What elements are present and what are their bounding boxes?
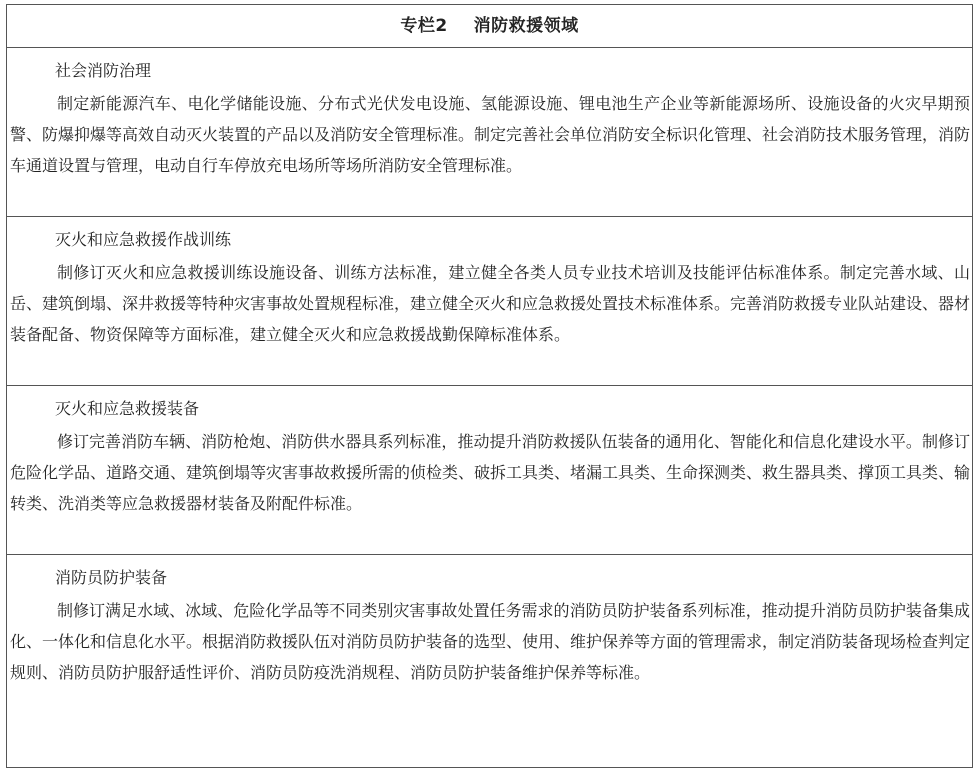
table-header-cell <box>7 5 973 48</box>
section-rescue-equipment <box>7 386 973 555</box>
standards-column-table <box>6 4 973 768</box>
section-title: 社会消防治理 <box>55 61 152 80</box>
table-row <box>7 555 973 768</box>
column-title: 消防救援领域 <box>473 16 579 36</box>
section-title: 灭火和应急救援作战训练 <box>55 230 232 249</box>
table-header-row <box>7 5 973 48</box>
section-body: 修订完善消防车辆、消防枪炮、消防供水器具系列标准，推动提升消防救援队伍装备的通用化、智能化和信息化建设水平。制修订危险化学品、道路交通、建筑倒塌等灾害事故救援所需的侦检类、破拆工具类、堵漏工具类、生命探测类、救生器具类、撑顶工具类、输转类、洗消类等应急救援器材装备及附配件标准。 <box>10 432 971 513</box>
column-heading <box>400 5 578 47</box>
section-body: 制定新能源汽车、电化学储能设施、分布式光伏发电设施、氢能源设施、锂电池生产企业等新能源场所、设施设备的火灾早期预警、防爆抑爆等高效自动灭火装置的产品以及消防安全管理标准。制定完善社会单位消防安全标识化管理、社会消防技术服务管理，消防车通道设置与管理，电动自行车停放充电场所等场所消防安全管理标准。 <box>10 94 971 175</box>
section-social-fire-governance <box>7 48 973 217</box>
section-firefighting-training <box>7 217 973 386</box>
column-number: 专栏2 <box>400 16 448 36</box>
section-protective-equipment <box>7 555 973 768</box>
section-title: 灭火和应急救援装备 <box>55 399 200 418</box>
section-body: 制修订灭火和应急救援训练设施设备、训练方法标准，建立健全各类人员专业技术培训及技能评估标准体系。制定完善水域、山岳、建筑倒塌、深井救援等特种灾害事故处置规程标准，建立健全灭火和应急救援处置技术标准体系。完善消防救援专业队站建设、器材装备配备、物资保障等方面标准，建立健全灭火和应急救援战勤保障标准体系。 <box>10 263 971 344</box>
table-row <box>7 386 973 555</box>
table-row <box>7 48 973 217</box>
table-row <box>7 217 973 386</box>
section-title: 消防员防护装备 <box>55 568 168 587</box>
section-body: 制修订满足水域、冰域、危险化学品等不同类别灾害事故处置任务需求的消防员防护装备系列标准，推动提升消防员防护装备集成化、一体化和信息化水平。根据消防救援队伍对消防员防护装备的选型、使用、维护保养等方面的管理需求，制定消防装备现场检查判定规则、消防员防护服舒适性评价、消防员防疫洗消规程、消防员防护装备维护保养等标准。 <box>10 601 971 682</box>
